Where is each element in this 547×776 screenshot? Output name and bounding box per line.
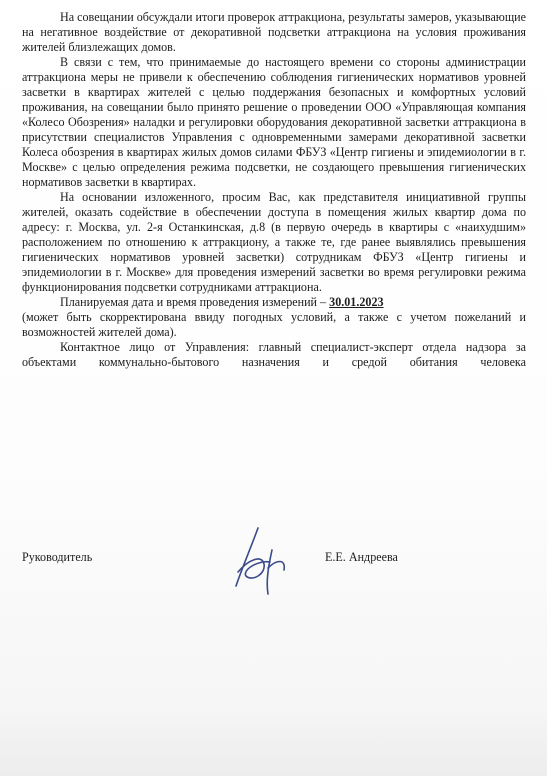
paragraph-contact: Контактное лицо от Управления: главный специалист-эксперт отдела надзора за объектами коммунально-бытового назначения и средой обитания человека xyxy=(22,340,526,369)
letter-body xyxy=(22,10,526,370)
handwritten-signature xyxy=(228,520,294,600)
signatory-name: Е.Е. Андреева xyxy=(325,550,398,564)
signatory-title: Руководитель xyxy=(22,550,93,564)
date-note: (может быть скорректирована ввиду погодных условий, а также с учетом пожеланий и возможностей жителей дома). xyxy=(22,310,526,339)
paragraph-decision: В связи с тем, что принимаемые до настоящего времени со стороны администрации аттракциона меры не привели к обеспечению соблюдения гигиенических нормативов уровней засветки в квартирах жителей с целью поддержания безопасных и комфортных условий проживания, на совещании было принято решение о проведении ООО «Управляющая компания «Колесо Обозрения» наладки и регулировки оборудования декоративной засветки аттракциона в присутствии специалистов Управления с одновременными замерами декоративной засветки Колеса обозрения в квартирах жилых домов силами ФБУЗ «Центр гигиены и эпидемиологии в г. Москве» с целью определения режима подсветки, не создающего превышения гигиенических нормативов засветки в квартирах. xyxy=(22,55,526,189)
paragraph-request: На основании изложенного, просим Вас, как представителя инициативной группы жителей, оказать содействие в обеспечении доступа в помещения жилых квартир дома по адресу: г. Москва, ул. 2-я Останкинская, д.8 (в первую очередь в квартиры с «наихудшим» расположением по отношению к аттракциону, а также те, где ранее выявлялись превышения гигиенических нормативов уровней засветки) сотрудникам ФБУЗ «Центр гигиены и эпидемиологии в г. Москве» для проведения измерений засветки во время регулировки режима функционирования подсветки сотрудниками аттракциона. xyxy=(22,190,526,294)
measurement-date-line xyxy=(22,295,526,310)
measurement-date: 30.01.2023 xyxy=(329,295,384,309)
signature-block xyxy=(22,550,526,610)
paragraph-meeting-summary: На совещании обсуждали итоги проверок аттракциона, результаты замеров, указывающие на негативное воздействие от декоративной подсветки аттракциона на условия проживания жителей близлежащих домов. xyxy=(22,10,526,54)
measurement-date-label: Планируемая дата и время проведения измерений – xyxy=(60,295,327,309)
paper-shadow xyxy=(0,706,547,776)
